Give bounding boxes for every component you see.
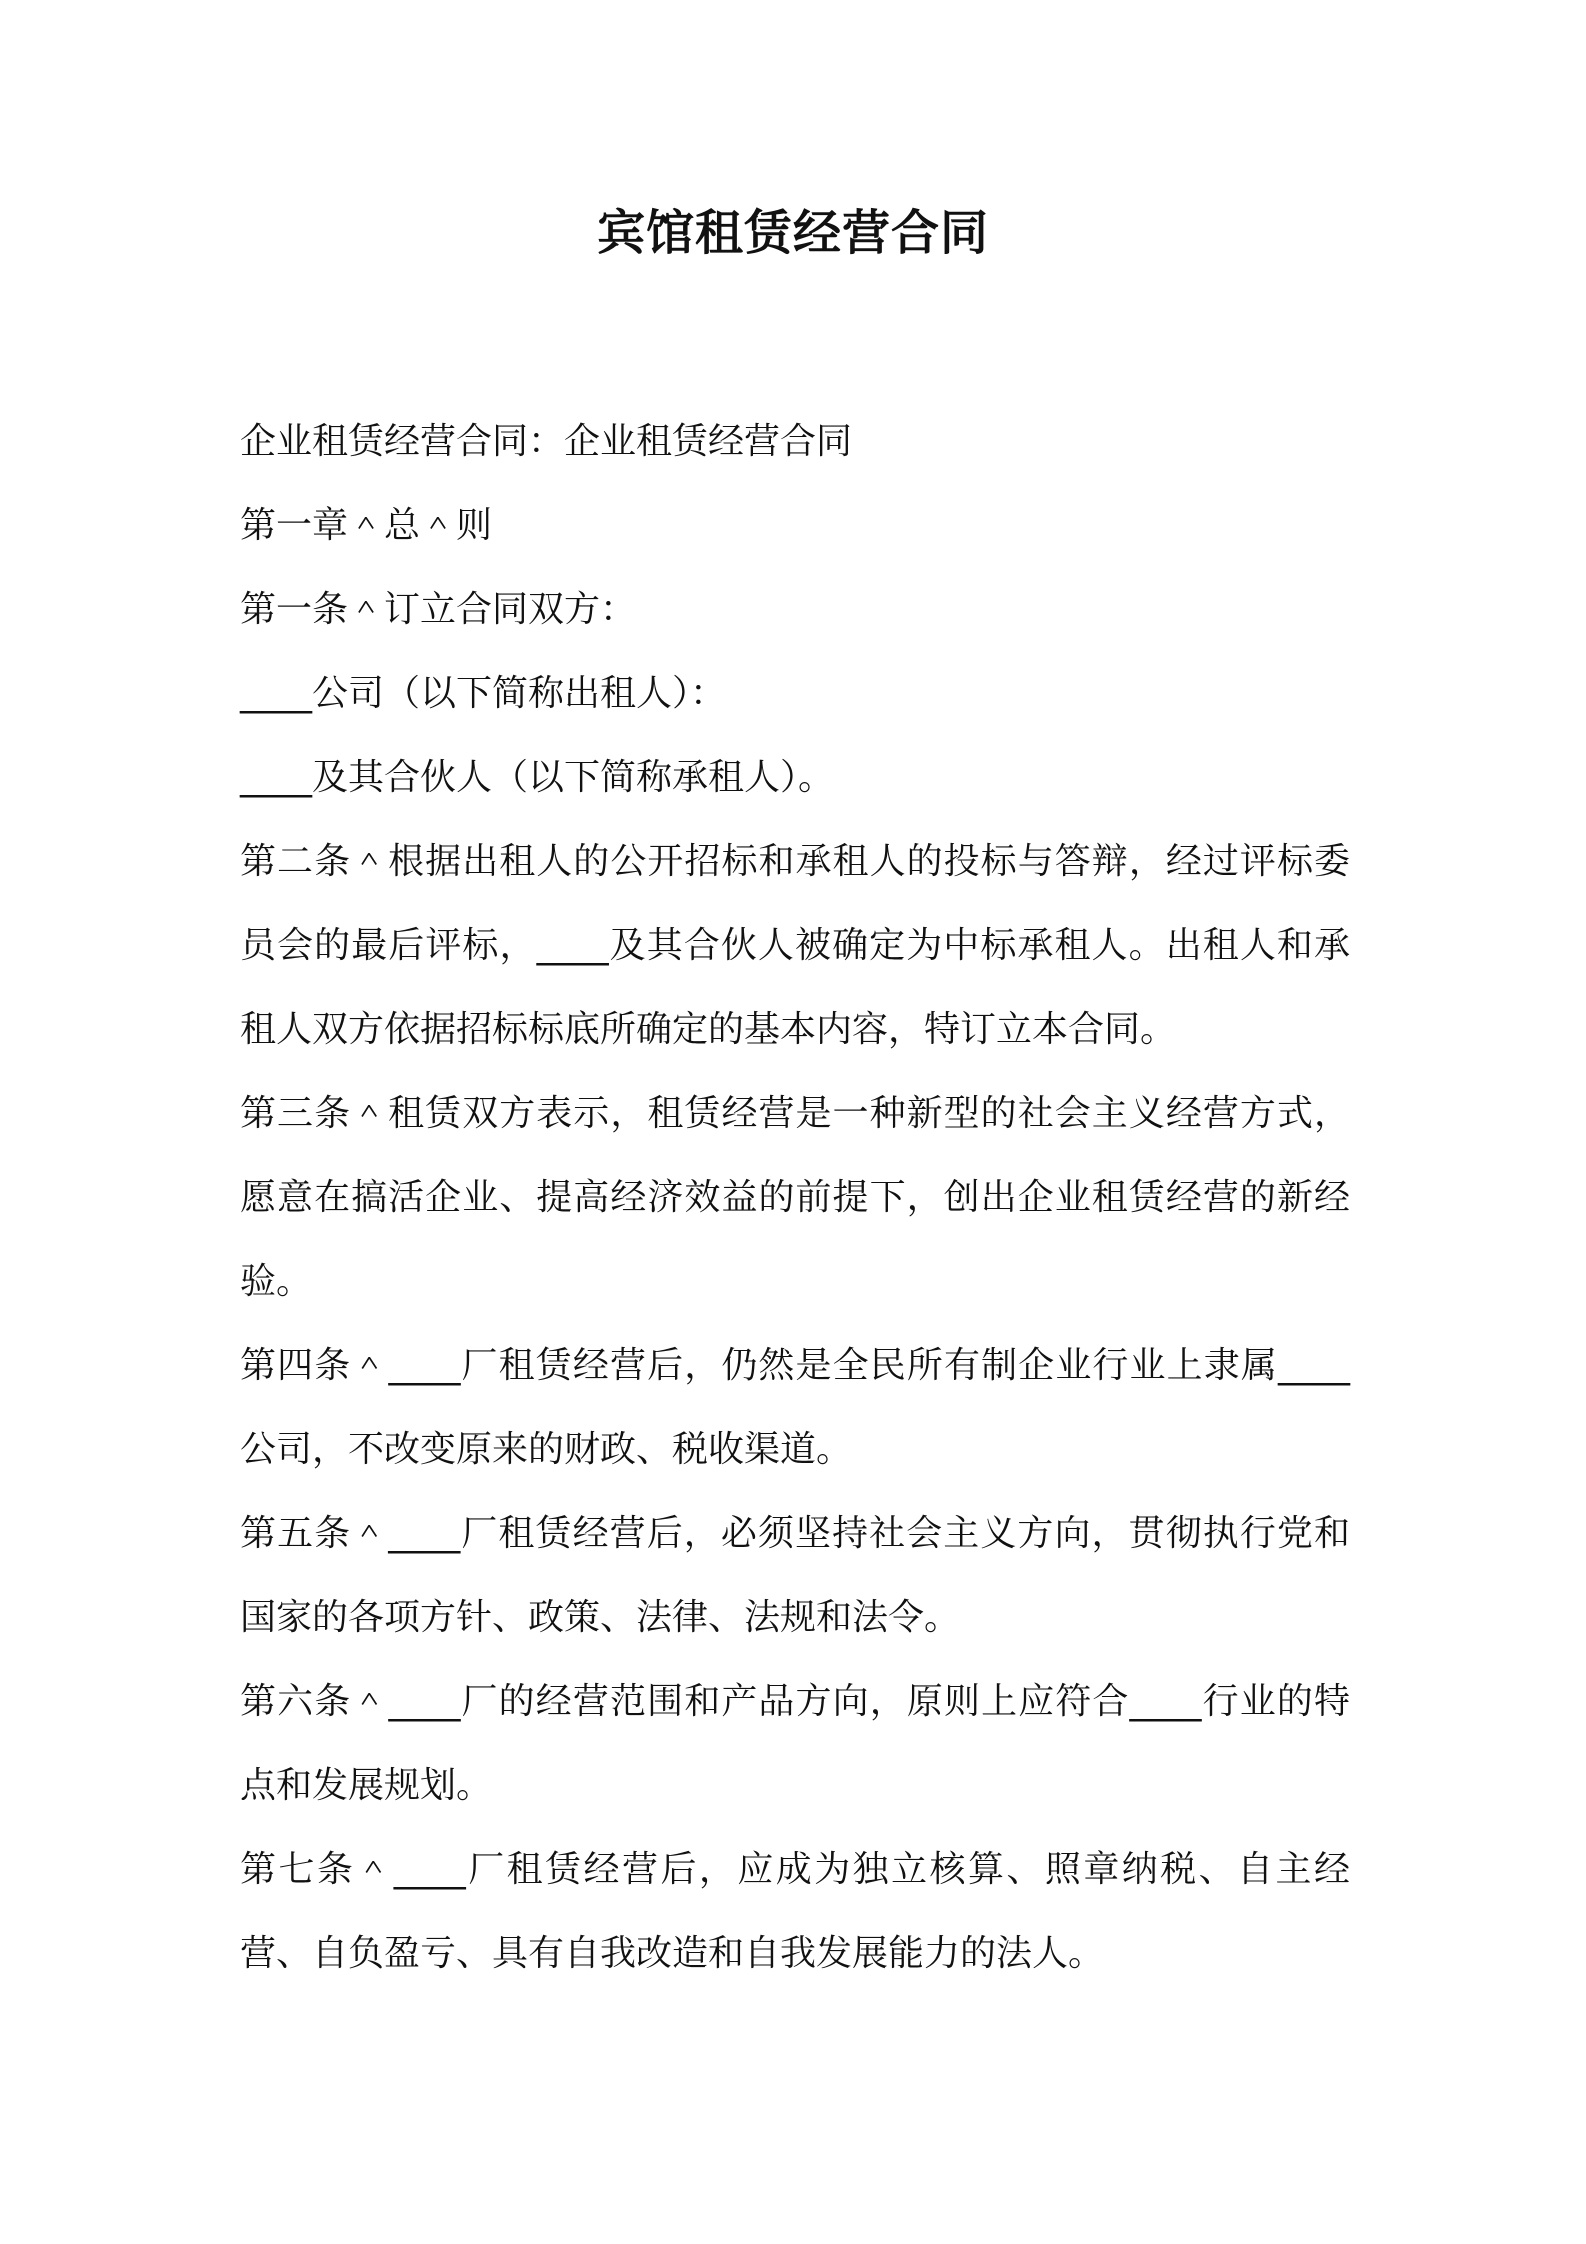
document-title: 宾馆租赁经营合同: [596, 205, 989, 261]
paragraph-intro: 企业租赁经营合同：企业租赁经营合同: [240, 421, 853, 462]
article-3: 第三条＾租赁双方表示，租赁经营是一种新型的社会主义经营方式，愿意在搞活企业、提高经济效益的前提下，创出企业租赁经营的新经验。: [240, 1093, 1350, 1302]
article-1: 第一条＾订立合同双方：: [240, 589, 637, 630]
article-5: 第五条＾____厂租赁经营后，必须坚持社会主义方向，贯彻执行党和国家的各项方针、政策、法律、法规和法令。: [240, 1513, 1350, 1638]
article-6: 第六条＾____厂的经营范围和产品方向，原则上应符合____行业的特点和发展规划。: [240, 1681, 1350, 1806]
article-4: 第四条＾____厂租赁经营后，仍然是全民所有制企业行业上隶属____公司，不改变原来的财政、税收渠道。: [240, 1345, 1350, 1470]
article-2: 第二条＾根据出租人的公开招标和承租人的投标与答辩，经过评标委员会的最后评标，____及其合伙人被确定为中标承租人。出租人和承租人双方依据招标标底所确定的基本内容，特订立本合同。: [240, 841, 1350, 1050]
document-body: [240, 400, 1350, 1996]
chapter-heading: 第一章＾总＾则: [240, 505, 493, 546]
article-1-lessee: ____及其合伙人（以下简称承租人）。: [240, 757, 835, 798]
article-1-lessor: ____公司（以下简称出租人）：: [240, 673, 727, 714]
article-7: 第七条＾____厂租赁经营后，应成为独立核算、照章纳税、自主经营、自负盈亏、具有自我改造和自我发展能力的法人。: [240, 1849, 1350, 1974]
